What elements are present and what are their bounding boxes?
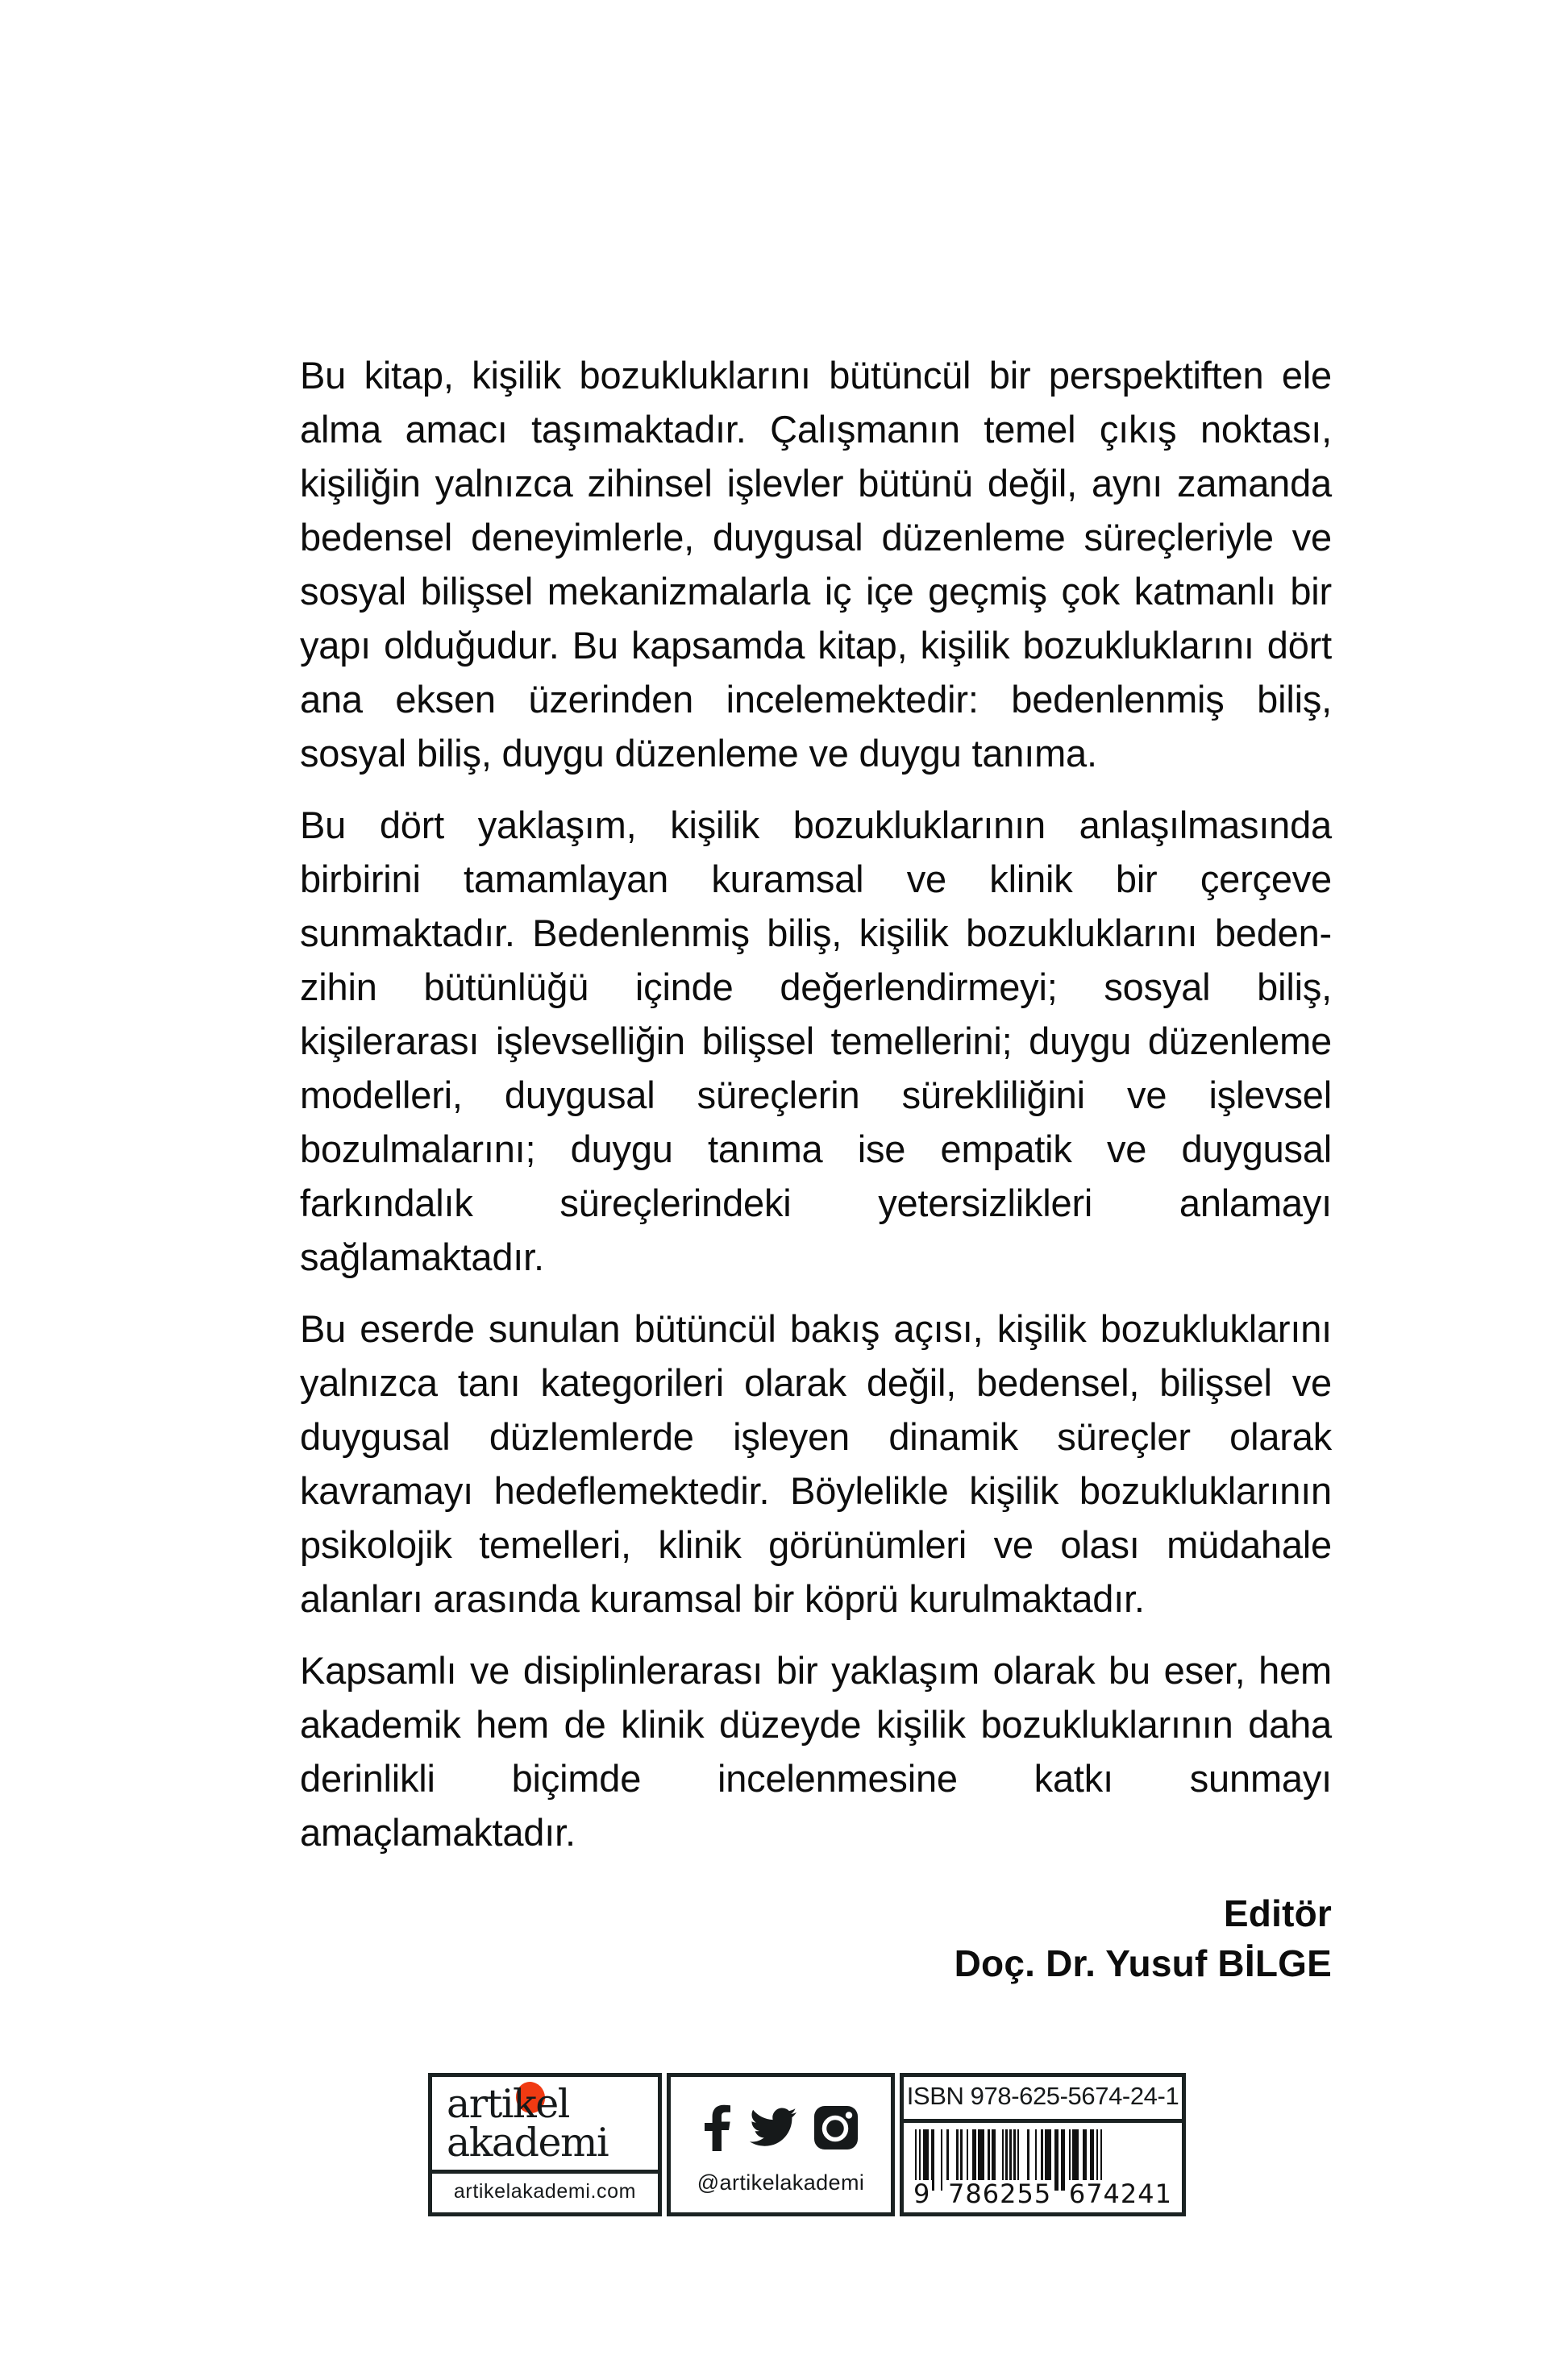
barcode-bar — [978, 2129, 984, 2191]
publisher-name-line-1: artikel — [447, 2081, 569, 2127]
barcode-digit-lead: 9 — [913, 2179, 931, 2209]
editor-signature — [300, 1888, 1332, 1988]
editor-role: Editör — [1223, 1892, 1332, 1934]
publisher-logo-mark — [432, 2077, 658, 2170]
barcode-bar — [1072, 2129, 1078, 2191]
social-handle: @artikelakademi — [697, 2170, 865, 2195]
barcode-bar — [1045, 2129, 1050, 2191]
isbn-panel — [900, 2073, 1186, 2216]
barcode-bar — [934, 2129, 940, 2191]
barcode-bars — [915, 2129, 1171, 2209]
blurb-text-block — [300, 348, 1332, 1988]
social-panel — [667, 2073, 895, 2216]
barcode-digit-right: 674241 — [1068, 2179, 1172, 2209]
twitter-icon[interactable] — [750, 2108, 796, 2148]
footer-strip — [428, 2073, 1186, 2216]
isbn-label: ISBN 978-625-5674-24-1 — [904, 2077, 1182, 2123]
blurb-paragraph-3: Bu eserde sunulan bütüncül bakış açısı, kişilik bozukluklarını yalnızca tanı kategorileri olarak değil, bedensel, bilişsel ve duygusal düzlemlerde işleyen dinamik süreçler olarak kavramayı hedeflemektedir. Böylelikle kişilik bozukluklarının psikolojik temelleri, klinik görünümleri ve olası müdahale alanları arasında kuramsal bir köprü kurulmaktadır. — [300, 1307, 1332, 1620]
barcode-bar — [923, 2129, 929, 2191]
barcode-bar — [1019, 2129, 1027, 2191]
barcode-bar — [949, 2129, 957, 2191]
barcode-digit-left: 786255 — [948, 2179, 1052, 2209]
facebook-icon[interactable] — [705, 2104, 732, 2151]
publisher-name-line-2: akademi — [447, 2120, 609, 2166]
blurb-paragraph-4: Kapsamlı ve disiplinlerarası bir yaklaşım olarak bu eser, hem akademik hem de klinik düzeyde kişilik bozukluklarının daha derinlikli biçimde incelenmesine katkı sunmayı amaçlamaktadır. — [300, 1649, 1332, 1854]
social-icon-row — [705, 2098, 858, 2158]
publisher-logo-panel — [428, 2073, 662, 2216]
barcode-bar — [1029, 2129, 1035, 2191]
blurb-paragraph-1: Bu kitap, kişilik bozukluklarını bütüncül bir perspektiften ele alma amacı taşımaktadır. Çalışmanın temel çıkış noktası, kişiliğin yalnızca zihinsel işlevler bütünü değil, aynı zamanda bedensel deneyimlerle, duygusal düzenleme süreçleriyle ve sosyal bilişsel mekanizmalarla iç içe geçmiş çok katmanlı bir yapı olduğudur. Bu kapsamda kitap, kişilik bozukluklarını dört ana eksen üzerinden incelemektedir: bedenlenmiş biliş, sosyal biliş, duygu düzenleme ve duygu tanıma. — [300, 354, 1332, 775]
barcode-bar — [996, 2129, 1001, 2191]
publisher-website[interactable]: artikelakademi.com — [432, 2170, 658, 2212]
barcode-bar — [1100, 2129, 1102, 2207]
instagram-icon[interactable] — [814, 2106, 858, 2149]
editor-name: Doç. Dr. Yusuf BİLGE — [954, 1942, 1332, 1984]
blurb-paragraph-2: Bu dört yaklaşım, kişilik bozukluklarının anlaşılmasında birbirini tamamlayan kuramsal ve klinik bir çerçeve sunmaktadır. Bedenlenmiş biliş, kişilik bozukluklarını beden-zihin bütünlüğü içinde değerlendirmeyi; sosyal biliş, kişilerarası işlevselliğin bilişsel temellerini; duygu düzenleme modelleri, duygusal süreçlerin sürekliliğini ve işlevsel bozulmalarını; duygu tanıma ise empatik ve duygusal farkındalık süreçlerindeki yetersizlikleri anlamayı sağlamaktadır. — [300, 804, 1332, 1278]
barcode — [904, 2123, 1182, 2212]
